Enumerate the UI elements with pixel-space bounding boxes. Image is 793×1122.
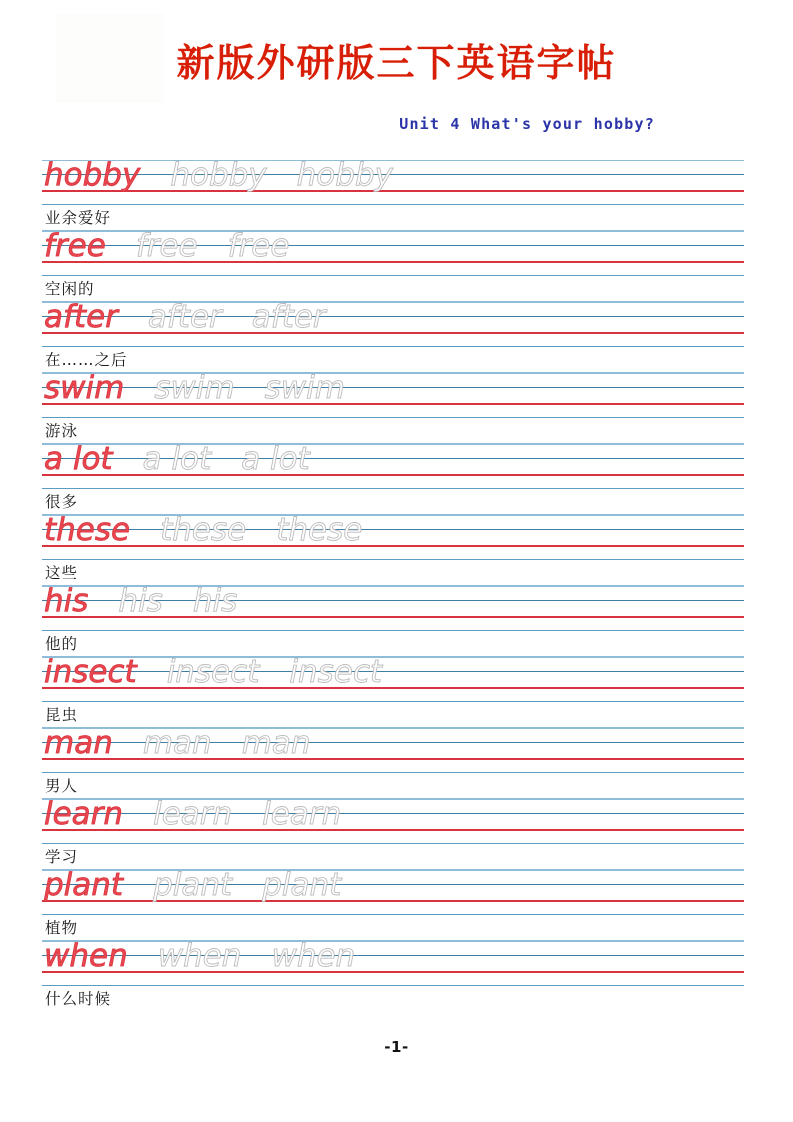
trace-word: after bbox=[147, 299, 222, 335]
word-block bbox=[42, 299, 744, 373]
trace-word: hobby bbox=[296, 157, 393, 193]
bottom-guide-line bbox=[42, 772, 744, 773]
page-number: -1- bbox=[384, 1038, 409, 1056]
word-practice-row bbox=[44, 366, 345, 410]
word-block bbox=[42, 583, 744, 657]
bottom-guide-line bbox=[42, 559, 744, 560]
word-practice-row bbox=[44, 579, 237, 623]
trace-word: insect bbox=[166, 654, 260, 690]
word-practice-row bbox=[44, 650, 382, 694]
model-word: a lot bbox=[44, 441, 113, 477]
word-practice-row bbox=[44, 934, 355, 978]
word-block bbox=[42, 938, 744, 1012]
word-block bbox=[42, 654, 744, 728]
bottom-guide-line bbox=[42, 630, 744, 631]
model-word: learn bbox=[44, 796, 124, 832]
word-meaning: 学习 bbox=[45, 848, 79, 866]
word-meaning: 空闲的 bbox=[45, 280, 95, 298]
trace-word: when bbox=[157, 938, 242, 974]
bottom-guide-line bbox=[42, 843, 744, 844]
word-practice-row bbox=[44, 508, 362, 552]
bottom-guide-line bbox=[42, 488, 744, 489]
model-word: insect bbox=[44, 654, 137, 690]
word-meaning: 这些 bbox=[45, 564, 79, 582]
word-block bbox=[42, 512, 744, 586]
word-meaning: 业余爱好 bbox=[45, 209, 112, 227]
word-block bbox=[42, 867, 744, 941]
word-practice-row bbox=[44, 792, 341, 836]
word-meaning: 他的 bbox=[45, 635, 79, 653]
trace-word: free bbox=[135, 228, 198, 264]
model-word: swim bbox=[44, 370, 125, 406]
trace-word: plant bbox=[153, 867, 233, 903]
trace-word: hobby bbox=[170, 157, 267, 193]
trace-word: a lot bbox=[241, 441, 310, 477]
model-word: his bbox=[44, 583, 89, 619]
bottom-guide-line bbox=[42, 701, 744, 702]
word-practice-row bbox=[44, 295, 326, 339]
model-word: free bbox=[44, 228, 106, 264]
trace-word: learn bbox=[153, 796, 233, 832]
trace-word: free bbox=[227, 228, 290, 264]
word-block bbox=[42, 441, 744, 515]
model-word: man bbox=[44, 725, 113, 761]
word-practice-row bbox=[44, 863, 341, 907]
word-block bbox=[42, 370, 744, 444]
bottom-guide-line bbox=[42, 275, 744, 276]
model-word: plant bbox=[44, 867, 124, 903]
trace-word: a lot bbox=[142, 441, 212, 477]
word-meaning: 植物 bbox=[45, 919, 79, 937]
model-word: when bbox=[44, 938, 128, 974]
word-meaning: 很多 bbox=[45, 493, 79, 511]
model-word: these bbox=[44, 512, 131, 548]
word-block bbox=[42, 157, 744, 231]
word-practice-row bbox=[44, 721, 311, 765]
word-practice-row bbox=[44, 153, 393, 197]
bottom-guide-line bbox=[42, 204, 744, 205]
word-practice-row bbox=[44, 437, 310, 481]
trace-word: swim bbox=[264, 370, 345, 406]
word-meaning: 在……之后 bbox=[45, 351, 128, 369]
bottom-guide-line bbox=[42, 346, 744, 347]
trace-word: his bbox=[192, 583, 238, 619]
word-practice-row bbox=[44, 224, 289, 268]
bottom-guide-line bbox=[42, 985, 744, 986]
trace-word: man bbox=[241, 725, 311, 761]
word-meaning: 什么时候 bbox=[45, 990, 112, 1008]
word-block bbox=[42, 228, 744, 302]
model-word: after bbox=[44, 299, 118, 335]
bottom-guide-line bbox=[42, 417, 744, 418]
trace-word: these bbox=[276, 512, 363, 548]
model-word: hobby bbox=[44, 157, 141, 193]
trace-word: plant bbox=[262, 867, 342, 903]
trace-word: insect bbox=[289, 654, 383, 690]
copybook-sheet bbox=[42, 157, 744, 1012]
page-title: 新版外研版三下英语字帖 bbox=[176, 40, 617, 85]
word-block bbox=[42, 725, 744, 799]
trace-word: his bbox=[118, 583, 163, 619]
trace-word: when bbox=[271, 938, 356, 974]
word-block bbox=[42, 796, 744, 870]
bottom-guide-line bbox=[42, 914, 744, 915]
trace-word: after bbox=[251, 299, 326, 335]
word-meaning: 男人 bbox=[45, 777, 79, 795]
word-meaning: 昆虫 bbox=[45, 706, 79, 724]
trace-word: these bbox=[160, 512, 247, 548]
trace-word: swim bbox=[154, 370, 235, 406]
trace-word: man bbox=[142, 725, 212, 761]
trace-word: learn bbox=[262, 796, 342, 832]
unit-subtitle: Unit 4 What's your hobby? bbox=[399, 115, 655, 133]
word-meaning: 游泳 bbox=[45, 422, 79, 440]
